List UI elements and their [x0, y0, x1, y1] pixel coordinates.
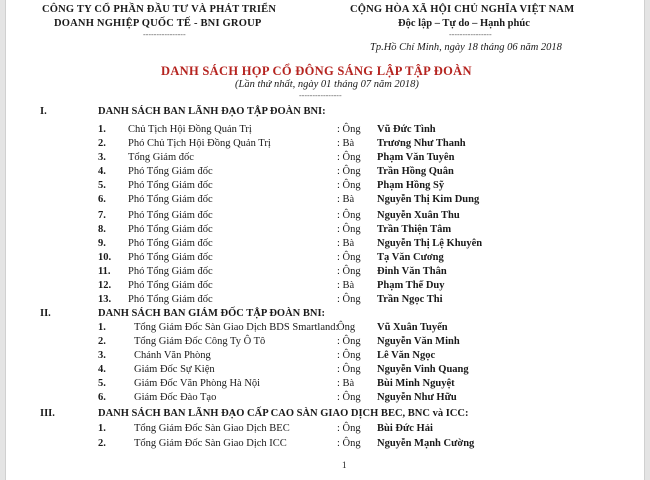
row-number: 9. [98, 238, 106, 249]
member-row [6, 364, 644, 379]
person-name: Tạ Văn Cương [377, 252, 444, 263]
person-name: Trương Như Thanh [377, 138, 466, 149]
honorific: : Ông [337, 438, 361, 449]
person-name: Lê Văn Ngọc [377, 350, 436, 361]
role: Tổng Giám Đốc Công Ty Ô Tô [134, 336, 266, 347]
left-header-divider: ---------------- [143, 30, 186, 39]
honorific: : Ông [337, 124, 361, 135]
national-motto: Độc lập – Tự do – Hạnh phúc [398, 18, 530, 29]
honorific: : Bà [337, 138, 355, 149]
role: Chủ Tịch Hội Đồng Quản Trị [128, 124, 252, 135]
person-name: Trần Hồng Quân [377, 166, 454, 177]
honorific: : Ông [337, 294, 361, 305]
person-name: Bùi Đức Hải [377, 423, 433, 434]
honorific: : Ông [337, 180, 361, 191]
row-number: 4. [98, 166, 106, 177]
role: Phó Tổng Giám đốc [128, 280, 213, 291]
document-page [5, 0, 645, 480]
role: Phó Tổng Giám đốc [128, 166, 213, 177]
row-number: 13. [98, 294, 112, 305]
member-row [6, 180, 644, 195]
section-heading-3 [6, 408, 644, 423]
honorific: : Ông [337, 224, 361, 235]
role: Phó Tổng Giám đốc [128, 238, 213, 249]
section-number: I. [40, 106, 47, 117]
person-name: Phạm Thế Duy [377, 280, 445, 291]
role: Phó Chủ Tịch Hội Đồng Quản Trị [128, 138, 271, 149]
row-number: 5. [98, 378, 106, 389]
row-number: 1. [98, 322, 106, 333]
person-name: Nguyễn Thị Kim Dung [377, 194, 480, 205]
member-row [6, 336, 644, 351]
member-row [6, 194, 644, 209]
member-row [6, 138, 644, 153]
honorific: : Ông [337, 166, 361, 177]
role: Phó Tổng Giám đốc [128, 224, 213, 235]
row-number: 12. [98, 280, 112, 291]
honorific: : Ông [337, 423, 361, 434]
row-number: 5. [98, 180, 106, 191]
row-number: 2. [98, 438, 106, 449]
person-name: Đinh Văn Thân [377, 266, 447, 277]
member-row [6, 350, 644, 365]
member-row [6, 438, 644, 453]
role: Phó Tổng Giám đốc [128, 294, 213, 305]
honorific: : Ông [337, 392, 361, 403]
honorific: : Ông [337, 152, 361, 163]
row-number: 2. [98, 138, 106, 149]
member-row [6, 210, 644, 225]
member-row [6, 224, 644, 239]
member-row [6, 266, 644, 281]
person-name: Bùi Minh Nguyệt [377, 378, 455, 389]
member-row [6, 423, 644, 438]
role: Giám Đốc Đào Tạo [134, 392, 217, 403]
person-name: Nguyễn Văn Minh [377, 336, 460, 347]
person-name: Nguyễn Mạnh Cường [377, 438, 475, 449]
document-subtitle: (Lần thứ nhất, ngày 01 tháng 07 năm 2018) [235, 79, 419, 90]
honorific: : Ông [337, 266, 361, 277]
page-number: 1 [342, 460, 347, 470]
honorific: : Bà [337, 194, 355, 205]
document-title: DANH SÁCH HỌP CỔ ĐÔNG SÁNG LẬP TẬP ĐOÀN [161, 64, 472, 78]
role: Chánh Văn Phòng [134, 350, 211, 361]
role: Tổng Giám Đốc Sàn Giao Dịch BEC [134, 423, 290, 434]
row-number: 1. [98, 423, 106, 434]
person-name: Phạm Hồng Sỹ [377, 180, 445, 191]
person-name: Nguyễn Thị Lệ Khuyên [377, 238, 483, 249]
row-number: 10. [98, 252, 112, 263]
person-name: Vũ Xuân Tuyển [377, 322, 448, 333]
role: Tổng Giám Đốc Sàn Giao Dịch ICC [134, 438, 287, 449]
member-row [6, 252, 644, 267]
row-number: 6. [98, 194, 106, 205]
member-row [6, 294, 644, 309]
place-and-date: Tp.Hồ Chí Minh, ngày 18 tháng 06 năm 2018 [370, 42, 562, 53]
right-header-divider: ---------------- [449, 30, 492, 39]
honorific: : Ông [337, 350, 361, 361]
honorific: : Bà [337, 378, 355, 389]
company-name-line2: DOANH NGHIỆP QUỐC TẾ - BNI GROUP [54, 18, 262, 29]
role: Tổng Giám Đốc Sàn Giao Dịch BDS Smartland: [134, 322, 339, 333]
title-divider: ---------------- [299, 91, 342, 100]
role: Giám Đốc Sự Kiện [134, 364, 215, 375]
role: Giám Đốc Văn Phòng Hà Nội [134, 378, 261, 389]
member-row [6, 152, 644, 167]
row-number: 3. [98, 350, 106, 361]
row-number: 3. [98, 152, 106, 163]
honorific: : Ông [337, 210, 361, 221]
person-name: Phạm Văn Tuyên [377, 152, 455, 163]
section-number: III. [40, 408, 55, 419]
honorific: Ông [337, 322, 356, 333]
member-row [6, 392, 644, 407]
person-name: Nguyễn Xuân Thu [377, 210, 460, 221]
row-number: 2. [98, 336, 106, 347]
person-name: Nguyễn Vinh Quang [377, 364, 469, 375]
honorific: : Bà [337, 280, 355, 291]
honorific: : Ông [337, 336, 361, 347]
role: Phó Tổng Giám đốc [128, 266, 213, 277]
person-name: Vũ Đức Tình [377, 124, 436, 135]
section-heading-1 [6, 106, 644, 121]
member-row [6, 322, 644, 337]
row-number: 4. [98, 364, 106, 375]
member-row [6, 124, 644, 139]
member-row [6, 280, 644, 295]
row-number: 6. [98, 392, 106, 403]
row-number: 11. [98, 266, 111, 277]
member-row [6, 378, 644, 393]
person-name: Nguyễn Như Hữu [377, 392, 457, 403]
role: Phó Tổng Giám đốc [128, 194, 213, 205]
role: Phó Tổng Giám đốc [128, 210, 213, 221]
role: Tổng Giám đốc [128, 152, 194, 163]
honorific: : Bà [337, 238, 355, 249]
member-row [6, 238, 644, 253]
role: Phó Tổng Giám đốc [128, 252, 213, 263]
section-title: DANH SÁCH BAN LÃNH ĐẠO CẤP CAO SÀN GIAO DỊCH BEC, BNC và ICC: [98, 408, 469, 419]
person-name: Trần Ngọc Thi [377, 294, 443, 305]
honorific: : Ông [337, 364, 361, 375]
company-name-line1: CÔNG TY CỔ PHẦN ĐẦU TƯ VÀ PHÁT TRIỂN [42, 4, 277, 15]
section-number: II. [40, 308, 51, 319]
row-number: 7. [98, 210, 106, 221]
section-title: DANH SÁCH BAN GIÁM ĐỐC TẬP ĐOÀN BNI: [98, 308, 326, 319]
country-name: CỘNG HÒA XÃ HỘI CHỦ NGHĨA VIỆT NAM [350, 4, 575, 15]
row-number: 8. [98, 224, 106, 235]
section-heading-2 [6, 308, 644, 323]
person-name: Trần Thiện Tâm [377, 224, 452, 235]
honorific: : Ông [337, 252, 361, 263]
role: Phó Tổng Giám đốc [128, 180, 213, 191]
member-row [6, 166, 644, 181]
section-title: DANH SÁCH BAN LÃNH ĐẠO TẬP ĐOÀN BNI: [98, 106, 326, 117]
row-number: 1. [98, 124, 106, 135]
